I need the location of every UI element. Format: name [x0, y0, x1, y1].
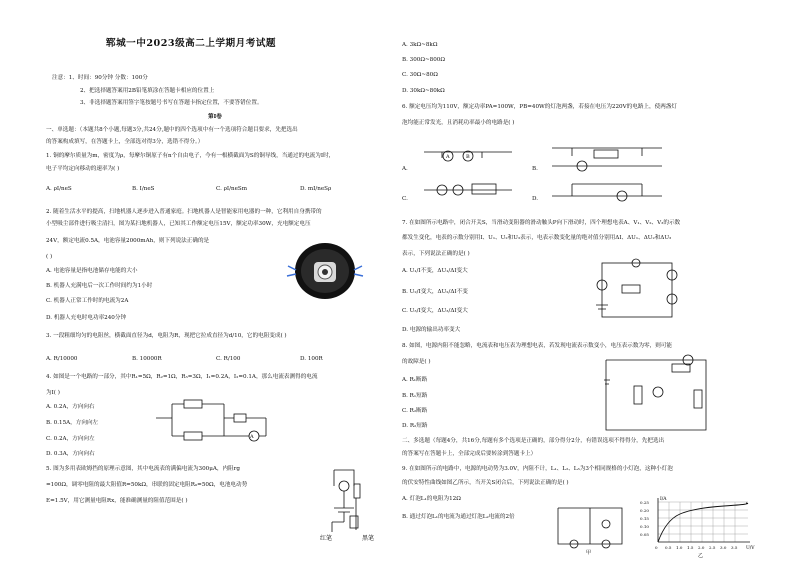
svg-text:B: B: [466, 154, 470, 160]
q3-option-a: A. R/10000: [46, 356, 78, 362]
y-axis-label: I/A: [660, 497, 667, 502]
q5-option-b: B. 300Ω~800Ω: [402, 57, 445, 63]
section-1: 第Ⅰ卷: [208, 114, 222, 120]
y-tick: 0.05: [640, 532, 649, 537]
question-4-b: 为I( ): [46, 390, 60, 396]
q8-option-a: A. R₁断路: [402, 377, 428, 383]
question-1: 1. 铜的摩尔质量为m，密度为ρ，每摩尔铜原子有n个自由电子，今有一根横截面为S的铜导线，当通过的电流为I时，: [46, 153, 335, 159]
q6-option-a: A.: [402, 166, 408, 172]
exam-meta: 注意：1、时间：90分钟 分数：100分: [52, 75, 148, 81]
question-5: 5. 图为多用表欧姆挡的原理示意图，其中电流表的满偏电流为300μA，内阻rg: [46, 466, 240, 472]
question-2-b: 小型吸尘部件进行吸尘清扫，图为某扫地机器人，已知其工作额定电压15V，额定功率30W，充电额定电压: [46, 221, 311, 227]
question-9: 9. 在如图所示的电路中，电源的电动势为3.0V，内阻不计，L₁、L₂、L₃为3个相同规格的小灯泡，这种小灯泡: [402, 466, 673, 472]
red-probe-label: 红笔: [320, 535, 333, 542]
fig-a-label: 甲: [586, 550, 592, 556]
question-7: 7. 在如图所示电路中，闭合开关S，当滑动变阻器的滑动触头P向下滑动时，四个理想电表A、V₁、V₂、V₃的示数: [402, 220, 681, 226]
q7-circuit-diagram: [592, 255, 682, 325]
question-2-d: ( ): [46, 254, 53, 260]
x-tick: 3.5: [731, 545, 738, 550]
q2-option-d: D. 机器人充电时电功率240分钟: [46, 315, 127, 321]
q8-option-c: C. R₂断路: [402, 408, 428, 414]
question-4: 4. 如图是一个电路的一部分，其中R₁=5Ω，R₂=1Ω，R₃=3Ω，I₁=0.2A，I₂=0.1A，那么电流表测得的电流: [46, 374, 318, 380]
q6-option-b: B.: [532, 166, 538, 172]
q1-option-c: C. ρI/neSm: [216, 186, 248, 192]
q2-option-c: C. 机器人正常工作时的电流为2A: [46, 298, 129, 304]
question-7-b: 都发生变化，电表的示数分别用I、U₁、U₂和U₃表示，电表示数变化量的绝对值分别用ΔI、ΔU₁、ΔU₂和ΔU₃: [402, 235, 672, 241]
x-tick: 0: [655, 545, 658, 550]
q5-option-c: C. 30Ω~80Ω: [402, 72, 438, 78]
note-3: 3、非选择题答案用签字笔按题号书写在答题卡指定位置，不要答错位置。: [80, 100, 263, 106]
q6-option-c: C.: [402, 196, 408, 202]
question-2-c: 24V，额定电流0.5A，电池容量2000mAh，则下列说法正确的是: [46, 238, 210, 244]
y-tick: 0.20: [640, 508, 649, 513]
x-tick: 1.5: [687, 545, 694, 550]
q5-option-a: A. 3kΩ~8kΩ: [402, 42, 438, 48]
q9-option-b: B. 通过灯泡L₁的电流为通过灯泡L₂电流的2倍: [402, 514, 515, 520]
x-tick: 0.5: [665, 545, 672, 550]
q3-option-c: C. R/100: [216, 356, 241, 362]
x-tick: 1.0: [676, 545, 683, 550]
question-6-b: 泡均能正常发光，且消耗功率最小的电路是( ): [402, 120, 515, 126]
svg-text:A: A: [446, 154, 450, 160]
x-axis-label: U/V: [746, 546, 755, 551]
question-1-b: 电子平均定向移动的速率为( ): [46, 166, 120, 172]
question-9-b: 的伏安特性曲线如图乙所示，当开关S闭合后，下列说法正确的是( ): [402, 480, 569, 486]
q1-option-d: D. mI/neSρ: [300, 186, 332, 192]
q4-option-c: C. 0.2A，方向向左: [46, 436, 95, 442]
fig-b-label: 乙: [698, 553, 704, 559]
q7-option-c: C. U₃/I变大，ΔU₃/ΔI变大: [402, 308, 468, 314]
y-tick: 0.25: [640, 500, 649, 505]
q7-option-a: A. U₁/I不变，ΔU₁/ΔI变大: [402, 268, 468, 274]
q2-option-a: A. 电池容量是指电池储存电能的大小: [46, 268, 138, 274]
q6-circuits-c-d: [422, 178, 742, 208]
note-2: 2、把选择题答案用2B铅笔填涂在答题卡相应的位置上: [80, 88, 215, 94]
single-choice-heading: 一、单选题：（本题共8个小题,每题3分,共24分,题中的四个选项中有一个选项符合题目要求，先把选出: [46, 127, 298, 133]
x-tick: 2.5: [709, 545, 716, 550]
question-2: 2. 随着生活水平的提高，扫地机器人逐步进入普通家庭。扫地机器人是智能家用电器的一种，它利用自身携带的: [46, 209, 322, 215]
question-6: 6. 额定电压均为110V，额定功率PA=100W，PB=40W的灯泡两盏，若接在电压为220V的电路上，使两盏灯: [402, 104, 677, 110]
q4-option-d: D. 0.3A，方向向右: [46, 451, 95, 457]
question-5-b: =100Ω，调零电阻的最大阻值R=50kΩ，串联的固定电阻R₀=50Ω，电池电动势: [46, 482, 248, 488]
q1-option-b: B. I/neS: [132, 186, 155, 192]
question-3: 3. 一段粗细均匀的电阻丝，横截面直径为d，电阻为R，现把它拉成直径为d/10，它的电阻变成( ): [46, 333, 287, 339]
q9-iv-curve: [638, 494, 762, 560]
svg-text:A: A: [250, 434, 254, 440]
q4-option-b: B. 0.15A，方向向左: [46, 420, 99, 426]
question-7-c: 表示，下列说法正确的是( ): [402, 251, 470, 257]
q1-option-a: A. ρI/neS: [46, 186, 72, 192]
y-tick: 0.15: [640, 516, 649, 521]
q7-option-d: D. 电源的输出功率变大: [402, 327, 461, 333]
q8-circuit-diagram: [602, 350, 712, 436]
q8-option-b: B. R₁短路: [402, 393, 428, 399]
q6-option-d: D.: [532, 196, 539, 202]
left-column: [44, 0, 396, 562]
q7-option-b: B. U₂/I变大，ΔU₂/ΔI不变: [402, 289, 468, 295]
right-column: [402, 0, 762, 562]
x-tick: 2.0: [698, 545, 705, 550]
q9-circuit-diagram: [552, 500, 632, 556]
exam-title: 郓城一中2023级高二上学期月考试题: [106, 38, 277, 49]
q8-option-d: D. R₂短路: [402, 423, 428, 429]
robot-vacuum-image: [284, 240, 366, 302]
ohmmeter-diagram: [314, 460, 396, 542]
y-tick: 0.10: [640, 524, 649, 529]
question-8-b: 的故障是( ): [402, 359, 431, 365]
q3-option-d: D. 100R: [300, 356, 323, 362]
multi-choice-heading: 二、多选题（每题4分，共16分,每题有多个选项是正确的，部分得分2分，有错误选项不得得分，先把选出: [402, 438, 665, 444]
q4-circuit-diagram: [154, 396, 272, 446]
q5-option-d: D. 30kΩ~80kΩ: [402, 88, 445, 94]
multi-choice-heading-2: 的答案写在答题卡上，全部完成后要转涂到答题卡上）: [402, 451, 537, 457]
question-8: 8. 如图，电源内阻不能忽略，电流表和电压表为理想电表，若发现电流表示数变小，电压表示数为零，则可能: [402, 343, 673, 349]
q9-option-a: A. 灯泡L₁的电阻为12Ω: [402, 496, 461, 502]
question-5-c: E=1.5V，用它测量电阻Rx，能准确测量的阻值范围是( ): [46, 498, 188, 504]
q3-option-b: B. 10000R: [132, 356, 162, 362]
q2-option-b: B. 机器人充满电后一次工作时间约为1小时: [46, 283, 153, 289]
x-tick: 3.0: [720, 545, 727, 550]
q4-option-a: A. 0.2A，方向向右: [46, 404, 95, 410]
single-choice-heading-2: 的答案构成填写，在答题卡上，全部选对得3分，选错不得分。）: [46, 139, 204, 145]
black-probe-label: 黑笔: [362, 535, 375, 542]
